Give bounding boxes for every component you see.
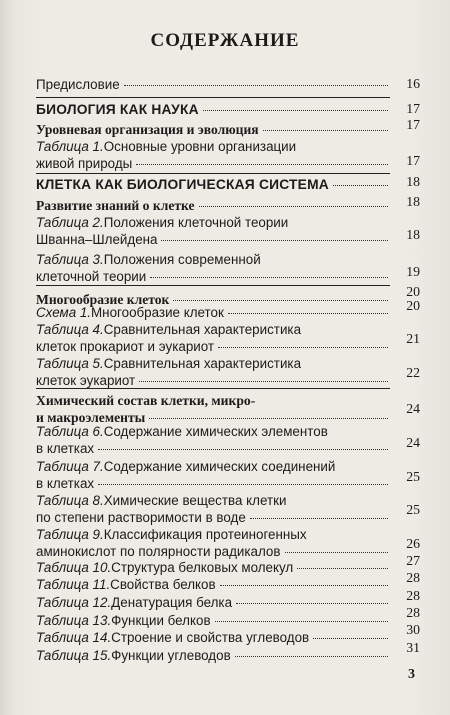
toc-entry-table-9[interactable] (36, 526, 392, 560)
leader-dots (297, 568, 388, 569)
entry-text: Уровневая организация и эволюция (36, 122, 259, 137)
entry-label: Таблица 5. (36, 356, 104, 371)
entry-page: 31 (406, 640, 420, 655)
entry-label: Таблица 8. (36, 493, 104, 508)
entry-line1: Основные уровни организации (103, 139, 297, 154)
entry-line2: и макроэлементы (36, 410, 146, 425)
entry-line2: по степени растворимости в воде (36, 510, 246, 525)
entry-page: 19 (406, 264, 420, 279)
entry-page: 17 (406, 153, 420, 168)
leader-dots (263, 130, 388, 131)
entry-page: 20 (406, 284, 420, 299)
divider (36, 285, 390, 286)
entry-text: КЛЕТКА КАК БИОЛОГИЧЕСКАЯ СИСТЕМА (36, 177, 329, 192)
entry-text: Развитие знаний о клетке (36, 198, 195, 213)
entry-line1: Сравнительная характеристика (103, 322, 302, 337)
entry-label: Схема 1. (36, 305, 92, 320)
entry-line1: Классификация протеиногенных (103, 527, 307, 542)
entry-text: Многообразие клеток (36, 292, 170, 307)
leader-dots (98, 449, 388, 450)
toc-entry-levels[interactable] (36, 121, 392, 138)
entry-line2: клеток прокариот и эукариот (36, 339, 215, 354)
entry-page: 20 (406, 298, 420, 313)
toc-entry-table-2[interactable] (36, 214, 392, 248)
leader-dots (149, 418, 388, 419)
entry-line1: Содержание химических соединений (103, 459, 336, 474)
toc-entry-scheme-1[interactable] (36, 304, 392, 321)
leader-dots (333, 185, 388, 186)
toc-entry-table-4[interactable] (36, 321, 392, 355)
entry-page: 28 (406, 570, 420, 585)
entry-text: Структура белковых молекул (111, 560, 294, 575)
divider (36, 173, 390, 174)
entry-label: Таблица 6. (36, 424, 104, 439)
toc-section-cell[interactable] (36, 176, 392, 193)
toc-entry-chem-composition[interactable] (36, 392, 392, 426)
toc-entry-table-6[interactable] (36, 423, 392, 457)
leader-dots (313, 638, 388, 639)
entry-page: 17 (406, 117, 420, 132)
toc-entry-table-13[interactable] (36, 612, 392, 629)
leader-dots (285, 552, 389, 553)
entry-page: 25 (406, 469, 420, 484)
leader-dots (136, 164, 388, 165)
toc-entry-table-1[interactable] (36, 138, 392, 172)
entry-page: 26 (406, 536, 420, 551)
entry-label: Таблица 14. (36, 630, 112, 645)
entry-line2: клеточной теории (36, 269, 147, 284)
toc-entry-table-11[interactable] (36, 576, 392, 593)
entry-label: Таблица 7. (36, 459, 104, 474)
leader-dots (236, 603, 388, 604)
entry-label: Таблица 13. (36, 613, 112, 628)
entry-text: Денатурация белка (111, 595, 233, 610)
entry-label: Таблица 1. (36, 139, 104, 154)
entry-line2: клеток эукариот (36, 373, 136, 388)
toc-entry-table-14[interactable] (36, 629, 392, 646)
page-title: СОДЕРЖАНИЕ (150, 30, 300, 51)
toc-entry-table-8[interactable] (36, 492, 392, 526)
toc-entry-table-10[interactable] (36, 559, 392, 576)
entry-page: 24 (406, 401, 420, 416)
leader-dots (161, 240, 388, 241)
leader-dots (124, 85, 388, 86)
entry-text: Многообразие клеток (91, 305, 224, 320)
leader-dots (220, 585, 388, 586)
entry-line1: Сравнительная характеристика (103, 356, 302, 371)
divider (36, 388, 390, 389)
entry-page: 18 (406, 174, 420, 189)
entry-line2: Шванна–Шлейдена (36, 232, 158, 247)
toc-entry-preface[interactable] (36, 76, 392, 93)
leader-dots (199, 206, 388, 207)
entry-text: Строение и свойства углеводов (111, 630, 310, 645)
entry-label: Таблица 2. (36, 215, 104, 230)
leader-dots (228, 313, 388, 314)
entry-label: Таблица 11. (36, 577, 111, 592)
toc-entry-table-15[interactable] (36, 647, 392, 664)
entry-label: Таблица 10. (36, 560, 112, 575)
entry-text: Свойства белков (110, 577, 216, 592)
entry-line2: в клетках (36, 441, 95, 456)
entry-line1: Содержание химических элементов (103, 424, 328, 439)
entry-page: 16 (406, 76, 420, 91)
toc-entry-knowledge[interactable] (36, 197, 392, 214)
leader-dots (250, 518, 388, 519)
entry-page: 28 (406, 588, 420, 603)
leader-dots (139, 381, 388, 382)
entry-page: 30 (406, 622, 420, 637)
entry-page: 27 (406, 553, 420, 568)
entry-line1: Химический состав клетки, микро- (36, 393, 256, 408)
entry-page: 18 (406, 194, 420, 209)
entry-text: Функции белков (111, 613, 211, 628)
entry-label: Таблица 15. (36, 648, 112, 663)
toc-entry-table-7[interactable] (36, 458, 392, 492)
leader-dots (218, 347, 388, 348)
entry-label: Таблица 4. (36, 322, 104, 337)
entry-text: Предисловие (36, 77, 120, 92)
entry-page: 18 (406, 227, 420, 242)
entry-line1: Положения современной (103, 252, 261, 267)
leader-dots (98, 484, 388, 485)
entry-label: Таблица 9. (36, 527, 104, 542)
leader-dots (215, 621, 388, 622)
toc-entry-table-5[interactable] (36, 355, 392, 389)
entry-page: 28 (406, 605, 420, 620)
toc-section-biology[interactable] (36, 101, 392, 118)
entry-text: БИОЛОГИЯ КАК НАУКА (36, 102, 199, 117)
entry-line2: аминокислот по полярности радикалов (36, 544, 281, 559)
divider (36, 97, 390, 98)
entry-page: 22 (406, 365, 420, 380)
page-number: 3 (408, 667, 415, 682)
entry-line2: в клетках (36, 476, 95, 491)
entry-page: 24 (406, 435, 420, 450)
leader-dots (150, 277, 388, 278)
entry-line1: Химические вещества клетки (103, 493, 287, 508)
toc-entry-table-12[interactable] (36, 594, 392, 611)
entry-line2: живой природы (36, 156, 133, 171)
leader-dots (173, 300, 388, 301)
entry-line1: Положения клеточной теории (103, 215, 289, 230)
entry-page: 21 (406, 331, 420, 346)
toc-entry-table-3[interactable] (36, 251, 392, 285)
entry-label: Таблица 3. (36, 252, 104, 267)
entry-label: Таблица 12. (36, 595, 112, 610)
leader-dots (235, 656, 388, 657)
entry-page: 17 (406, 101, 420, 116)
entry-text: Функции углеводов (111, 648, 231, 663)
entry-page: 25 (406, 502, 420, 517)
leader-dots (203, 110, 388, 111)
